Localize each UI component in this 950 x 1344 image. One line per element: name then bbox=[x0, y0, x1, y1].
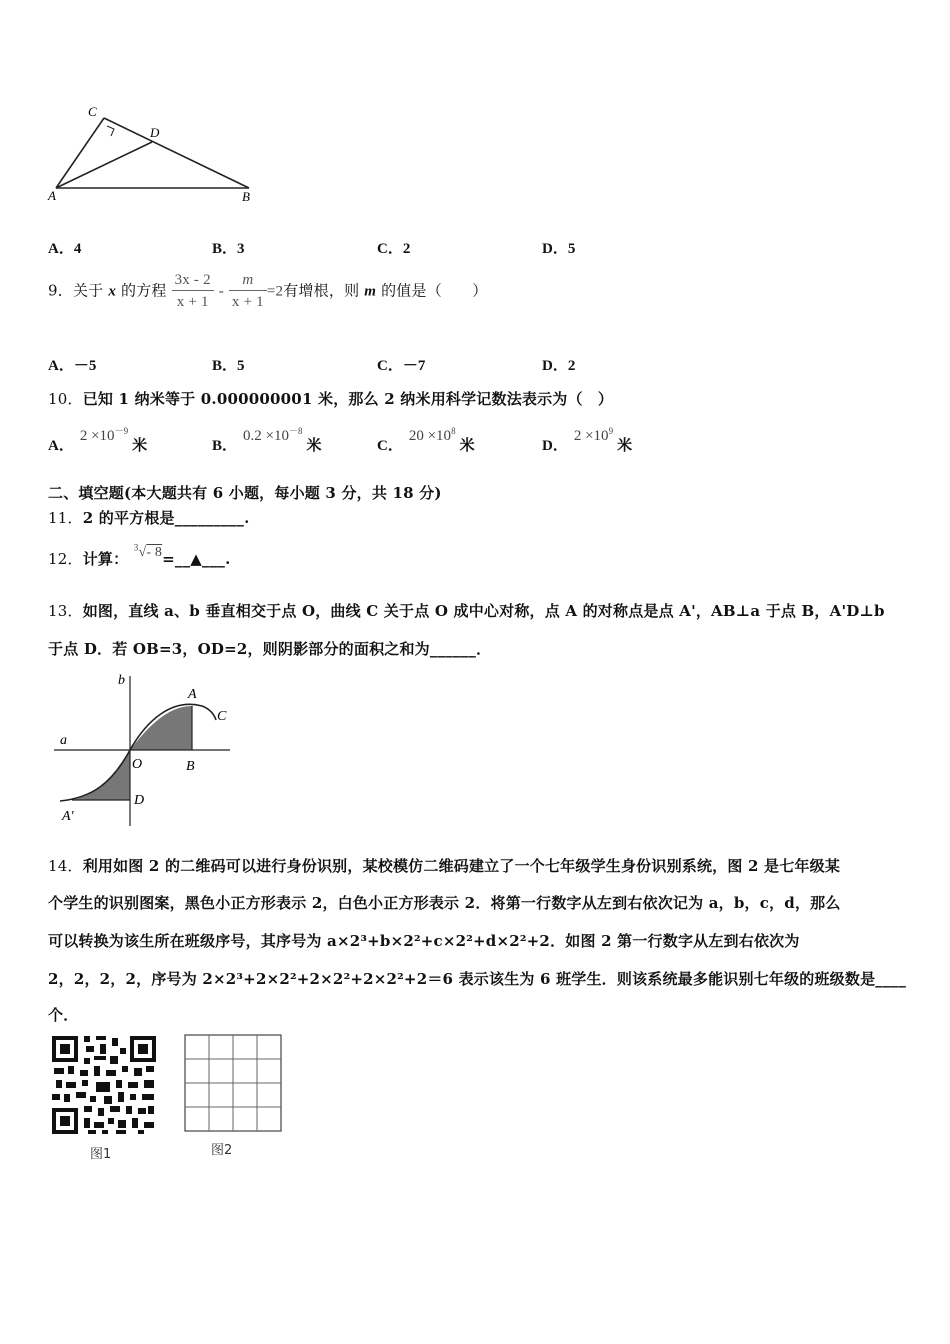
q9-option-b: B．5 bbox=[212, 358, 245, 374]
label-B: B bbox=[242, 189, 250, 204]
question-9: 9．关于 x 的方程 $\frac{3x - 2}{x + 1}$ - $\frac{m}{x + 1}$ =2有增根，则 m 的值是（ ） bbox=[48, 270, 488, 313]
question-14-line1: 14．利用如图 2 的二维码可以进行身份识别，某校模仿二维码建立了一个七年级学生身份识别系统，图 2 是七年级某 bbox=[48, 857, 841, 875]
label-A-prime: A' bbox=[62, 809, 74, 824]
label-D: D bbox=[134, 793, 145, 808]
question-13-line2: 于点 D．若 OB=3，OD=2，则阴影部分的面积之和为______． bbox=[48, 640, 492, 658]
q10-option-a: A．$2 \times 10^{-9}$米 bbox=[48, 426, 148, 454]
question-14-line4: 2，2，2，2，序号为 2×2³+2×2²+2×2²+2×2²+2＝6 表示该生为 6 班学生．则该系统最多能识别七年级的班级数是____ bbox=[48, 970, 907, 988]
question-10: 10．已知 1 纳米等于 0.000000001 米，那么 2 纳米用科学记数法表示为（ ） bbox=[48, 390, 614, 408]
label-a: a bbox=[60, 733, 67, 748]
q8-option-b: B．3 bbox=[212, 241, 245, 257]
q8-option-c: C．2 bbox=[377, 241, 411, 257]
triangle-figure bbox=[44, 100, 264, 210]
q9-option-c: C．－7 bbox=[377, 358, 426, 374]
question-12: 12．计算： $^3$√- 8=__▲___. bbox=[48, 542, 231, 568]
section-2-title: 二、填空题(本大题共有 6 小题，每小题 3 分，共 18 分) bbox=[48, 484, 442, 502]
q10-option-d: D．$2 \times 10^9$米 bbox=[542, 426, 633, 454]
q9-option-a: A．－5 bbox=[48, 358, 97, 374]
label-A: A bbox=[188, 687, 197, 702]
question-11: 11．2 的平方根是_________. bbox=[48, 509, 250, 527]
q10-option-c: C．$20 \times 10^8$米 bbox=[377, 426, 475, 454]
q10-options bbox=[48, 424, 748, 454]
label-D: D bbox=[150, 125, 160, 140]
question-14-line2: 个学生的识别图案，黑色小正方形表示 2，白色小正方形表示 2．将第一行数字从左到右依次记为 a，b，c，d，那么 bbox=[48, 894, 841, 912]
q8-options bbox=[48, 237, 648, 257]
label-b: b bbox=[118, 673, 125, 688]
label-C: C bbox=[217, 709, 227, 724]
q10-option-b: B．$0.2 \times 10^{-8}$米 bbox=[212, 426, 322, 454]
fraction-2: $\frac{m}{x + 1}$ bbox=[229, 270, 267, 313]
question-13-line1: 13．如图，直线 a、b 垂直相交于点 O，曲线 C 关于点 O 成中心对称，点 A 的对称点是点 A'，AB⊥a 于点 B，A'D⊥b bbox=[48, 602, 885, 620]
q9-options bbox=[48, 354, 648, 374]
label-A: A bbox=[48, 188, 56, 203]
q9-option-d: D．2 bbox=[542, 358, 576, 374]
qr-code-image bbox=[50, 1034, 158, 1136]
grid-figure bbox=[184, 1034, 284, 1134]
figure-2-caption: 图2 bbox=[211, 1143, 233, 1158]
label-B: B bbox=[186, 759, 195, 774]
q8-option-d: D．5 bbox=[542, 241, 576, 257]
figure-1-caption: 图1 bbox=[90, 1147, 112, 1162]
question-14-line5: 个． bbox=[48, 1006, 79, 1024]
label-O: O bbox=[132, 757, 143, 772]
q8-option-a: A．4 bbox=[48, 241, 82, 257]
question-14-line3: 可以转换为该生所在班级序号，其序号为 a×2³+b×2²+c×2²+d×2²+2．如图 2 第一行数字从左到右依次为 bbox=[48, 932, 800, 950]
label-C: C bbox=[88, 104, 97, 119]
curve-figure bbox=[52, 668, 242, 828]
triangle-icon: ▲ bbox=[190, 550, 203, 568]
fraction-1: $\frac{3x - 2}{x + 1}$ bbox=[172, 270, 214, 313]
